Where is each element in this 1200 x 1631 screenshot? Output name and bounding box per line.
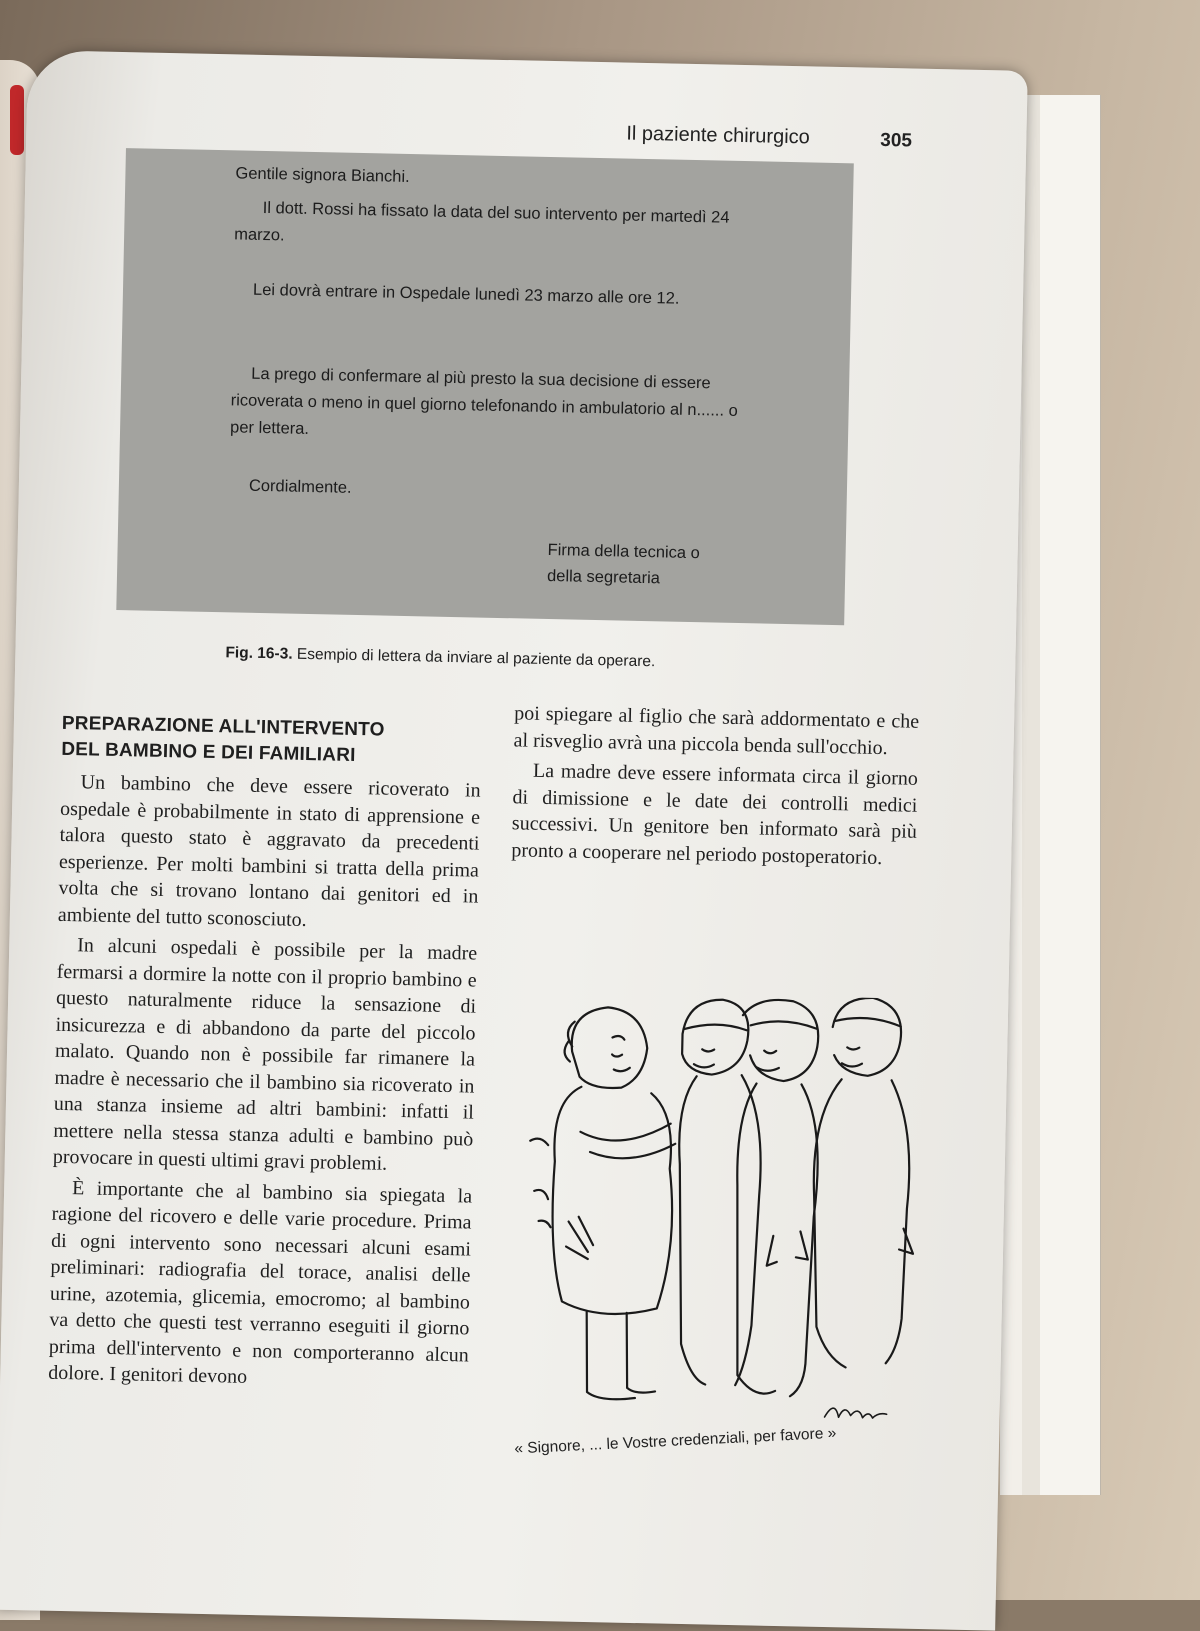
letter-paragraph: Il dott. Rossi ha fissato la data del suo intervento per martedì 24 marzo. bbox=[233, 198, 730, 245]
figure-caption bbox=[225, 644, 845, 675]
letter-paragraph: Lei dovrà entrare in Ospedale lunedì 23 marzo alle ore 12. bbox=[252, 280, 680, 308]
cartoon-hooded-figures bbox=[674, 994, 918, 1399]
letter-signature: della segretaria bbox=[546, 566, 661, 588]
red-bookmark bbox=[10, 85, 24, 155]
book-page bbox=[0, 50, 1028, 1631]
letter-closing: Cordialmente. bbox=[248, 476, 352, 497]
cartoon-man-figure bbox=[525, 1006, 678, 1401]
section-heading bbox=[61, 711, 482, 772]
letter-salutation: Gentile signora Bianchi. bbox=[235, 164, 410, 187]
letter-signature: Firma della tecnica o bbox=[547, 540, 701, 563]
cartoon-caption: « Signore, ... le Vostre credenziali, per favore » bbox=[513, 1424, 837, 1458]
letter-paragraph: La prego di confermare al più presto la sua decisione di essere ricoverata o meno in quel giorno telefonando in ambulatorio al n...... o per lettera. bbox=[229, 364, 739, 438]
chapter-title: Il paziente chirurgico bbox=[626, 122, 811, 149]
body-paragraph: La madre deve essere informata circa il giorno di dimissione e le date dei controlli medici successivi. Un genitore ben informato sarà più pronto a cooperare nel periodo postoperatorio. bbox=[511, 759, 919, 869]
left-column bbox=[48, 711, 482, 1399]
right-column bbox=[511, 700, 919, 875]
body-paragraph: poi spiegare al figlio che sarà addormentato e che al risveglio avrà una piccola benda sull'occhio. bbox=[513, 702, 920, 759]
cartoon-illustration bbox=[504, 990, 933, 1439]
page-number: 305 bbox=[880, 129, 913, 152]
section-heading-line: DEL BAMBINO E DEI FAMILIARI bbox=[61, 738, 356, 767]
figure-label: Fig. 16-3. bbox=[225, 644, 293, 663]
section-heading-line: PREPARAZIONE ALL'INTERVENTO bbox=[61, 712, 385, 741]
body-paragraph: Un bambino che deve essere ricoverato in ospedale è probabilmente in stato di apprensione e talora questo stato è aggravato da precedenti esperienze. Per molti bambini si tratta della prima volta che si trovano lontano dai genitori ed in ambiente del tutto sconosciuto. bbox=[57, 771, 481, 931]
body-paragraph: È importante che al bambino sia spiegata la ragione del ricovero e delle varie procedure. Prima di ogni intervento sono necessari alcuni esami preliminari: radiografia del torace, analisi delle urine, azotemia, glicemia, emocromo; al bambino va detto che questi test verranno eseguiti il giorno prima dell'intervento e non comporteranno alcun dolore. I genitori devono bbox=[48, 1176, 473, 1388]
running-header bbox=[626, 122, 927, 152]
letter-figure bbox=[116, 148, 854, 625]
figure-caption-text: Esempio di lettera da inviare al paziente da operare. bbox=[296, 645, 656, 671]
artist-signature bbox=[825, 1408, 887, 1418]
body-paragraph: In alcuni ospedali è possibile per la madre fermarsi a dormire la notte con il proprio bambino e questo naturalmente riduce la sensazione di insicurezza e di abbandono da parte del piccolo malato. Quando non è possibile far rimanere la madre è necessario che il bambino sia ricoverato in una stanza insieme ad altri bambini: infatti il mettere nella stessa stanza adulti e bambino può provocare in questi ultimi gravi problemi. bbox=[52, 934, 478, 1175]
